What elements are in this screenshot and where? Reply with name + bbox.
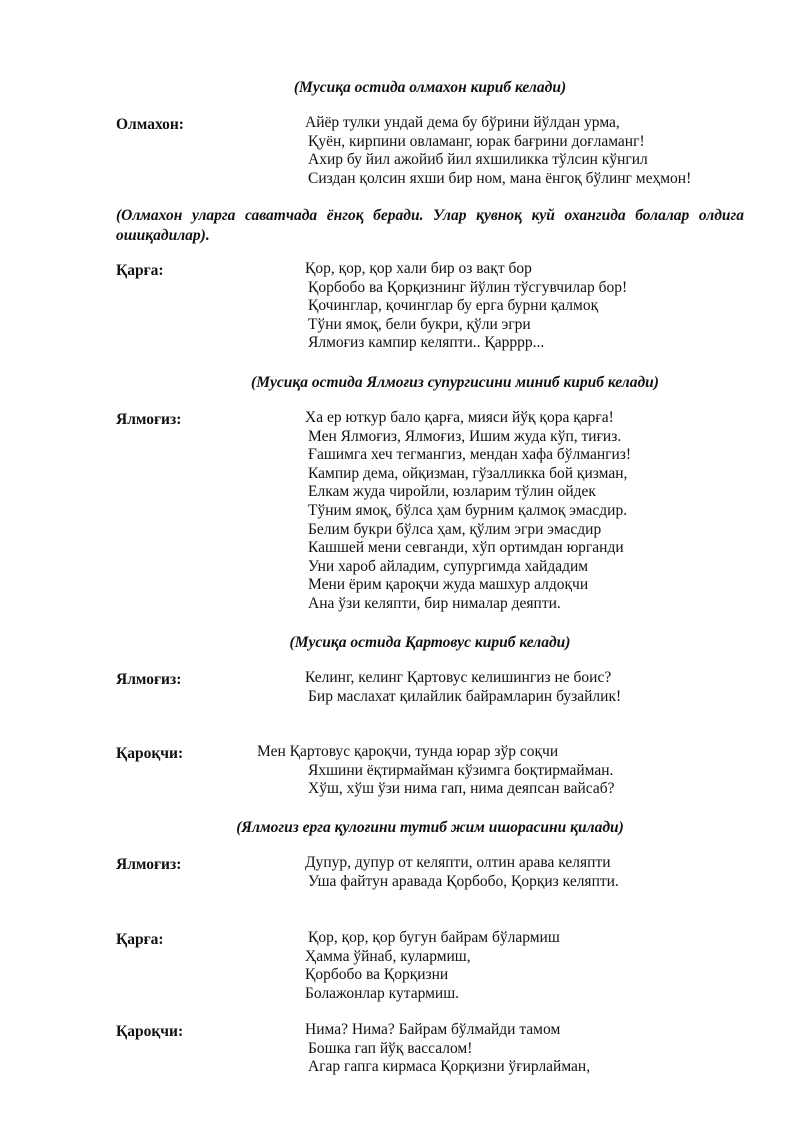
verse-line: Тўним ямоқ, бўлса ҳам бурним қалмоқ эмасдир.: [308, 501, 628, 519]
verse-line: Айёр тулки ундай дема бу бўрини йўлдан урма,: [305, 114, 620, 131]
speaker-name: Олмахон:: [116, 116, 184, 133]
verse-line: Қуён, кирпини овламанг, юрак бағрини доғламанг!: [308, 132, 645, 150]
verse-lines: [257, 743, 614, 799]
verse-line: Елкам жуда чиройли, юзларим тўлин ойдек: [308, 483, 596, 501]
verse-line: Агар гапга кирмаса Қорқизни ўғирлайман,: [308, 1058, 591, 1076]
verse-line: Мен Ялмоғиз, Ялмоғиз, Ишим жуда кўп, тиғиз.: [308, 427, 622, 445]
verse-lines: [305, 854, 619, 891]
verse-line: Нима? Нима? Байрам бўлмайди тамом: [305, 1021, 561, 1038]
verse-line: Қор, қор, қор хали бир оз вақт бор: [305, 260, 532, 277]
verse-line: Ха ер юткур бало қарға, мияси йўқ қора қарға!: [305, 409, 614, 426]
stage-direction: (Мусиқа остида Ялмоғиз супургисини миниб кириб келади): [251, 374, 659, 391]
verse-line: Келинг, келинг Қартовус келишингиз не боис?: [305, 669, 612, 686]
speaker-name: Қароқчи:: [116, 1023, 184, 1040]
verse-line: Қор, қор, қор бугун байрам бўлармиш: [308, 929, 560, 946]
verse-line: Ғашимга хеч тегмангиз, мендан хафа бўлмангиз!: [308, 446, 632, 464]
verse-line: Қочинглар, қочинглар бу ерга бурни қалмоқ: [308, 297, 599, 315]
verse-line: Тўни ямоқ, бели букри, қўли эгри: [308, 315, 531, 333]
verse-line: Сиздан қолсин яхши бир ном, мана ёнгоқ бўлинг меҳмон!: [308, 169, 692, 187]
verse-line: Қорбобо ва Қорқизнинг йўлин тўсгувчилар бор!: [308, 278, 628, 296]
verse-line: Бошка гап йўқ вассалом!: [308, 1039, 473, 1057]
verse-line: Қорбобо ва Қорқизни: [305, 966, 449, 984]
verse-lines: [305, 669, 621, 706]
verse-line: Уни хароб айладим, супургимда хайдадим: [308, 557, 589, 575]
speaker-name: Қарға:: [116, 262, 164, 279]
verse-line: Болажонлар кутармиш.: [305, 984, 460, 1002]
stage-direction-paragraph: (Олмахон уларга саватчада ёнгоқ беради. Улар қувноқ куй охангида болалар олдига ошиқадилар).: [116, 207, 744, 244]
speaker-name: Ялмоғиз:: [116, 671, 182, 688]
verse-line: Ҳамма ўйнаб, кулармиш,: [305, 947, 471, 965]
verse-line: Мени ёрим қароқчи жуда машхур алдоқчи: [308, 576, 589, 594]
verse-lines: [305, 929, 560, 1003]
verse-line: Ана ўзи келяпти, бир нималар деяпти.: [308, 594, 561, 612]
verse-line: Ахир бу йил ажойиб йил яхшиликка тўлсин кўнгил: [308, 151, 648, 169]
verse-line: Ялмоғиз кампир келяпти.. Қарррр...: [308, 334, 545, 352]
stage-direction: (Мусиқа остида Қартовус кириб келади): [289, 634, 571, 651]
verse-line: Бир маслахат қилайлик байрамларин бузайлик!: [308, 687, 622, 705]
stage-direction: (Ялмогиз ерга қулоғини тутиб жим ишорасини қилади): [236, 819, 624, 836]
verse-line: Дупур, дупур от келяпти, олтин арава келяпти: [305, 854, 611, 871]
verse-lines: [305, 114, 691, 188]
speaker-name: Қарға:: [116, 931, 164, 948]
verse-line: Уша файтун аравада Қорбобо, Қорқиз келяпти.: [308, 872, 619, 890]
verse-lines: [305, 409, 631, 614]
speaker-name: Ялмоғиз:: [116, 411, 182, 428]
stage-direction: (Мусиқа остида олмахон кириб келади): [293, 79, 567, 96]
verse-lines: [305, 260, 627, 353]
verse-lines: [305, 1021, 590, 1077]
verse-line: Яхшини ёқтирмайман кўзимга боқтирмайман.: [308, 761, 614, 779]
verse-line: Хўш, хўш ўзи нима гап, нима деяпсан вайсаб?: [308, 780, 615, 798]
verse-line: Белим букри бўлса ҳам, қўлим эгри эмасдир: [308, 520, 602, 538]
verse-line: Кампир дема, ойқизман, гўзалликка бой қизман,: [308, 464, 628, 482]
speaker-name: Ялмоғиз:: [116, 856, 182, 873]
verse-line: Кашшей мени севганди, хўп ортимдан юрганди: [308, 539, 624, 557]
speaker-name: Қароқчи:: [116, 745, 184, 762]
verse-line: Мен Қартовус қароқчи, тунда юрар зўр соқчи: [257, 743, 559, 760]
